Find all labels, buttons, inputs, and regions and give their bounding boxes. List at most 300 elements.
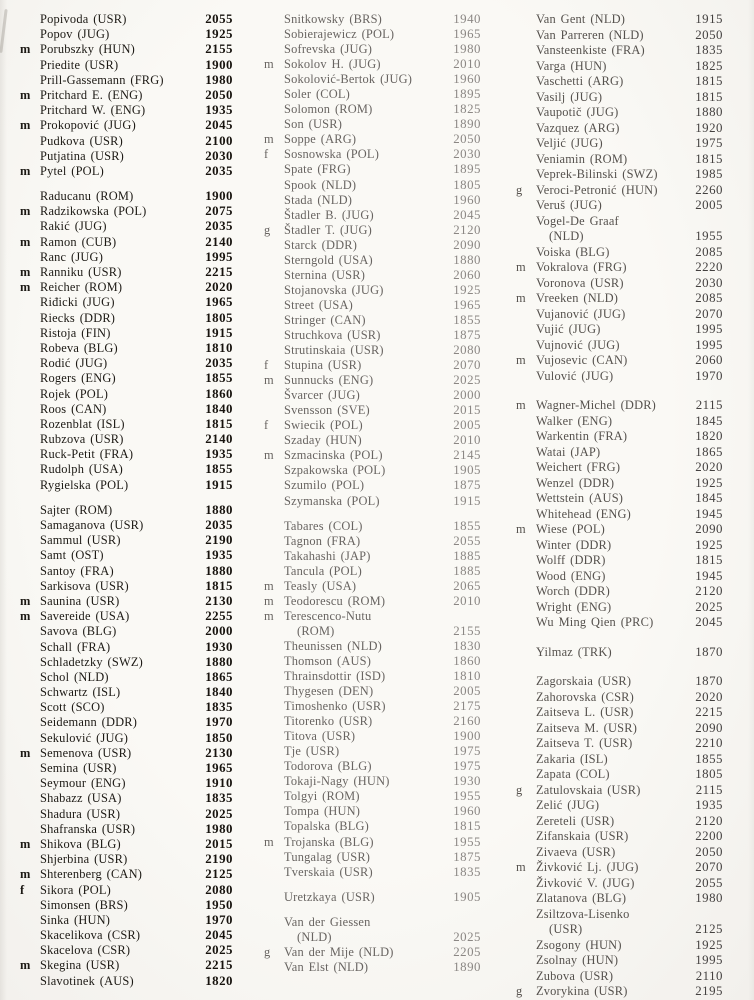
player-rating: 2090	[695, 522, 723, 536]
player-rating: 1880	[205, 654, 233, 669]
list-item	[516, 460, 723, 476]
player-name: Van der Mije (NLD)	[284, 944, 394, 959]
list-item	[264, 147, 481, 162]
player-rating: 1810	[205, 340, 233, 355]
scan-edge-artifact	[0, 9, 8, 53]
title-prefix: m	[20, 593, 31, 608]
player-rating: 2055	[205, 12, 233, 26]
player-rating: 1925	[205, 27, 233, 42]
player-name: Zifanskaia (USR)	[536, 829, 629, 843]
player-name: Rogers (ENG)	[40, 371, 116, 386]
player-rating: 2120	[695, 813, 723, 828]
title-prefix: m	[264, 608, 274, 623]
list-item	[516, 860, 723, 876]
player-name: Santoy (FRA)	[40, 563, 114, 578]
list-item	[264, 208, 481, 223]
player-name: Samaganova (USR)	[40, 518, 144, 532]
player-rating: 1810	[453, 669, 481, 684]
player-name: Shjerbina (USR)	[40, 852, 128, 867]
player-rating: 2190	[205, 533, 233, 548]
list-item	[264, 433, 481, 448]
entry-second-line	[284, 930, 481, 945]
player-rating: 1935	[205, 103, 233, 118]
player-name: Prokopović (JUG)	[40, 118, 136, 133]
player-name: Shafranska (USR)	[40, 821, 136, 836]
list-item	[264, 960, 481, 975]
list-item	[20, 103, 233, 118]
player-rating: 2035	[205, 219, 233, 234]
list-item	[516, 615, 723, 631]
player-rating: 1900	[205, 189, 233, 204]
player-name: Tokaji-Nagy (HUN)	[284, 774, 390, 789]
rating-list-column-1	[20, 12, 233, 989]
player-name: Sinka (HUN)	[40, 912, 111, 927]
player-name: Schladetzky (SWZ)	[40, 654, 143, 669]
list-item	[264, 729, 481, 744]
player-name: Van Gent (NLD)	[536, 12, 626, 26]
player-name: Shadura (USR)	[40, 806, 121, 821]
player-name: Pytel (POL)	[40, 163, 104, 178]
title-prefix: g	[264, 222, 271, 237]
player-rating: 1885	[453, 548, 481, 563]
player-name: Titorenko (USR)	[284, 714, 373, 729]
list-item	[264, 835, 481, 850]
player-name: Veruš (JUG)	[536, 198, 602, 212]
player-rating: 1855	[695, 751, 723, 766]
player-rating: 2075	[205, 204, 233, 219]
player-name: Rakić (JUG)	[40, 219, 107, 234]
player-name: Porubszky (HUN)	[40, 42, 136, 57]
player-name: Rygielska (POL)	[40, 477, 129, 492]
player-name: Van Parreren (NLD)	[536, 27, 644, 42]
list-item	[20, 250, 233, 265]
entry-lines	[284, 609, 481, 639]
player-rating: 1845	[695, 491, 723, 505]
list-item	[264, 373, 481, 388]
player-name: Sobierajewicz (POL)	[284, 27, 395, 42]
player-rating: 1930	[453, 774, 481, 789]
title-prefix: f	[20, 882, 25, 897]
title-prefix: m	[20, 745, 31, 760]
list-item	[20, 883, 233, 898]
player-name: Štadler T. (JUG)	[284, 222, 372, 237]
title-prefix: m	[20, 87, 31, 102]
list-item	[264, 744, 481, 759]
player-rating: 2155	[453, 623, 481, 638]
list-item	[516, 121, 723, 137]
player-rating: 2215	[205, 265, 233, 279]
player-name: Zakaria (ISL)	[536, 751, 608, 766]
list-item	[20, 164, 233, 179]
list-item	[264, 328, 481, 343]
player-rating: 2155	[205, 42, 233, 57]
player-name: Prill-Gassemann (FRG)	[40, 72, 164, 87]
player-rating: 1880	[205, 502, 233, 517]
player-name: Watai (JAP)	[536, 444, 601, 459]
list-item	[516, 105, 723, 121]
player-name: Varga (HUN)	[536, 58, 607, 73]
list-item	[264, 298, 481, 313]
player-name: Vazquez (ARG)	[536, 120, 620, 135]
list-item	[20, 791, 233, 806]
player-name: Zaitseva M. (USR)	[536, 720, 638, 735]
player-rating: 1935	[205, 447, 233, 462]
player-rating: 2080	[205, 882, 233, 897]
player-rating: 2020	[205, 280, 233, 295]
list-item	[20, 807, 233, 822]
player-name: Pritchard E. (ENG)	[40, 87, 143, 102]
title-prefix: m	[264, 834, 274, 849]
list-item	[516, 690, 723, 706]
player-name: Topalska (BLG)	[284, 819, 369, 834]
title-prefix: m	[20, 234, 31, 249]
player-name: Savova (BLG)	[40, 624, 117, 639]
player-rating: 2205	[453, 944, 481, 959]
list-item	[516, 245, 723, 261]
list-item	[516, 969, 723, 985]
player-name: Priedite (USR)	[40, 57, 119, 72]
list-item	[516, 491, 723, 507]
player-rating: 1860	[453, 653, 481, 668]
player-name: Ruck-Petit (FRA)	[40, 447, 134, 462]
player-name: Skacelikova (CSR)	[40, 928, 141, 943]
player-rating: 1870	[695, 644, 723, 659]
list-item	[264, 579, 481, 594]
player-name: Wood (ENG)	[536, 568, 606, 583]
player-rating: 2050	[695, 27, 723, 42]
list-item	[516, 600, 723, 616]
player-rating: 2215	[205, 958, 233, 973]
list-item	[20, 518, 233, 533]
player-name: Živković V. (JUG)	[536, 875, 635, 890]
player-rating: 1975	[453, 744, 481, 759]
player-name: Wiese (POL)	[536, 522, 605, 536]
player-country: (NLD)	[549, 229, 584, 243]
player-rating: 1895	[453, 162, 481, 177]
entry-lines	[284, 915, 481, 945]
list-item	[264, 519, 481, 534]
list-item	[516, 167, 723, 183]
player-rating: 2190	[205, 852, 233, 867]
player-rating: 1995	[205, 249, 233, 264]
player-rating: 2055	[695, 875, 723, 890]
player-rating: 2060	[695, 353, 723, 367]
title-prefix: f	[264, 418, 269, 433]
list-item	[516, 705, 723, 721]
player-rating: 1865	[695, 444, 723, 459]
player-rating: 2130	[205, 593, 233, 608]
player-name: Schwartz (ISL)	[40, 685, 121, 700]
player-rating: 1890	[453, 959, 481, 974]
list-item	[516, 907, 723, 938]
player-name: Rojek (POL)	[40, 386, 109, 401]
list-item	[264, 609, 481, 639]
player-rating: 1975	[453, 759, 481, 774]
player-name: Veroci-Petronić (HUN)	[536, 182, 658, 197]
list-item	[20, 609, 233, 624]
player-rating: 2035	[205, 356, 233, 371]
title-prefix: m	[264, 373, 274, 388]
list-item	[264, 669, 481, 684]
player-name: Tje (USR)	[284, 744, 340, 759]
player-name: Wu Ming Qien (PRC)	[536, 615, 654, 629]
player-rating: 2000	[453, 388, 481, 403]
list-item	[516, 291, 723, 307]
player-name: Takahashi (JAP)	[284, 548, 371, 563]
list-item	[20, 235, 233, 250]
player-rating: 2000	[205, 624, 233, 639]
list-item	[264, 759, 481, 774]
player-name: Todorova (BLG)	[284, 759, 372, 774]
player-rating: 1820	[695, 429, 723, 443]
player-rating: 1930	[205, 639, 233, 654]
player-name: Soler (COL)	[284, 87, 350, 102]
list-item	[516, 522, 723, 538]
player-rating: 2035	[205, 518, 233, 532]
player-rating: 1875	[453, 478, 481, 493]
title-prefix: m	[516, 522, 526, 536]
list-item	[20, 311, 233, 326]
player-rating: 2025	[453, 373, 481, 388]
player-rating: 2115	[695, 782, 723, 797]
player-name: Terescenco-Nutu	[284, 608, 372, 623]
list-item	[516, 584, 723, 600]
player-rating: 2120	[453, 222, 481, 237]
list-item	[20, 462, 233, 477]
list-item	[20, 943, 233, 958]
player-name: Zsolnay (HUN)	[536, 953, 619, 967]
list-item	[264, 72, 481, 87]
player-rating: 2020	[695, 460, 723, 474]
list-item	[516, 90, 723, 106]
section-gap	[264, 880, 481, 890]
player-name: Warkentin (FRA)	[536, 429, 628, 443]
list-item	[516, 74, 723, 90]
list-item	[264, 774, 481, 789]
player-rating: 1875	[453, 849, 481, 864]
player-name: Wettstein (AUS)	[536, 491, 624, 505]
list-item	[264, 193, 481, 208]
player-name: Sajter (ROM)	[40, 502, 113, 517]
player-name: Winter (DDR)	[536, 537, 612, 552]
list-item	[20, 640, 233, 655]
list-item	[20, 295, 233, 310]
list-item	[20, 898, 233, 913]
player-rating: 2070	[695, 860, 723, 874]
title-prefix: m	[20, 609, 31, 624]
list-item	[20, 27, 233, 42]
list-item	[264, 313, 481, 328]
list-item	[264, 223, 481, 238]
list-item	[20, 280, 233, 295]
list-item	[264, 238, 481, 253]
title-prefix: m	[20, 42, 31, 57]
list-item	[516, 260, 723, 276]
list-item	[20, 326, 233, 341]
player-rating: 2140	[205, 432, 233, 447]
entry-second-line	[284, 624, 481, 639]
player-rating: 1895	[453, 87, 481, 102]
player-name: Wright (ENG)	[536, 599, 612, 614]
player-name: Szumilo (POL)	[284, 478, 365, 493]
player-name: Vogel-De Graaf	[536, 213, 619, 228]
player-rating: 1920	[695, 120, 723, 135]
title-prefix: m	[20, 280, 31, 295]
player-rating: 1960	[453, 72, 481, 87]
player-name: Sosnowska (POL)	[284, 147, 380, 162]
player-name: Whitehead (ENG)	[536, 506, 631, 521]
player-name: Riecks (DDR)	[40, 310, 116, 325]
section-gap	[516, 660, 723, 674]
list-item	[516, 721, 723, 737]
list-item	[264, 178, 481, 193]
player-name: Rubzova (USR)	[40, 432, 124, 447]
list-item	[516, 938, 723, 954]
player-name: Shabazz (USA)	[40, 791, 122, 806]
player-rating: 2210	[695, 736, 723, 750]
player-name: Sofrevska (JUG)	[284, 42, 373, 57]
list-item	[264, 388, 481, 403]
player-rating: 1995	[695, 337, 723, 352]
list-item	[264, 117, 481, 132]
player-rating: 1875	[453, 327, 481, 342]
player-name: Vaupotič (JUG)	[536, 105, 619, 119]
player-name: Stada (NLD)	[284, 192, 353, 207]
list-item	[20, 387, 233, 402]
player-rating: 1860	[205, 386, 233, 401]
section-gap	[264, 905, 481, 915]
player-name: Yilmaz (TRK)	[536, 644, 612, 659]
player-rating: 1965	[205, 761, 233, 775]
list-item	[20, 624, 233, 639]
player-rating: 1975	[695, 136, 723, 150]
player-rating: 2130	[205, 745, 233, 760]
list-item	[264, 403, 481, 418]
player-rating: 1880	[453, 252, 481, 267]
list-item	[264, 850, 481, 865]
list-item	[264, 418, 481, 433]
list-item	[20, 149, 233, 164]
player-rating: 2065	[453, 578, 481, 593]
player-rating: 2220	[695, 260, 723, 274]
rating-list-column-2	[264, 12, 481, 975]
player-rating: 2030	[695, 275, 723, 290]
player-name: Riđicki (JUG)	[40, 295, 115, 310]
list-item	[516, 845, 723, 861]
player-rating: 1805	[453, 177, 481, 192]
list-item	[20, 594, 233, 609]
player-rating: 2125	[205, 867, 233, 882]
player-rating: 1830	[453, 638, 481, 653]
player-name: Savereide (USA)	[40, 609, 130, 624]
list-item	[516, 307, 723, 323]
list-item	[20, 746, 233, 761]
player-rating: 2120	[695, 584, 723, 598]
list-item	[516, 984, 723, 1000]
player-rating: 1970	[205, 912, 233, 927]
list-item	[20, 189, 233, 204]
list-item	[264, 639, 481, 654]
list-item	[516, 783, 723, 799]
list-item	[20, 503, 233, 518]
player-rating: 2175	[453, 699, 481, 714]
player-name: Radzikowska (POL)	[40, 204, 147, 219]
player-rating: 2005	[453, 684, 481, 699]
player-name: Worch (DDR)	[536, 584, 610, 598]
player-name: Timoshenko (USR)	[284, 699, 386, 714]
player-name: Starck (DDR)	[284, 237, 358, 252]
title-prefix: g	[516, 984, 523, 998]
player-rating: 1945	[695, 568, 723, 583]
entry-lines	[536, 214, 723, 245]
list-item	[20, 852, 233, 867]
player-name: Vreeken (NLD)	[536, 291, 619, 305]
player-name: Strutinskaia (USR)	[284, 343, 384, 358]
player-rating: 1980	[453, 42, 481, 57]
player-name: Teasly (USA)	[284, 578, 357, 593]
player-rating: 1815	[205, 578, 233, 593]
player-name: Veprek-Bilinski (SWZ)	[536, 167, 658, 181]
player-country: (USR)	[549, 922, 583, 936]
player-name: Sokolović-Bertok (JUG)	[284, 72, 413, 87]
title-prefix: m	[264, 448, 274, 463]
player-name: Štadler B. (JUG)	[284, 207, 374, 222]
list-item	[516, 814, 723, 830]
player-name: Zahorovska (CSR)	[536, 689, 634, 704]
list-item	[20, 715, 233, 730]
section-gap	[20, 179, 233, 189]
list-item	[264, 283, 481, 298]
player-name: Stringer (CAN)	[284, 312, 366, 327]
player-name: Zagorskaia (USR)	[536, 674, 632, 688]
player-name: Sikora (POL)	[40, 882, 112, 897]
player-rating: 1925	[695, 475, 723, 490]
player-name: Vujić (JUG)	[536, 322, 601, 336]
player-rating: 1820	[205, 973, 233, 988]
player-rating: 2140	[205, 234, 233, 249]
player-rating: 1835	[453, 864, 481, 879]
player-name: Ramon (CUB)	[40, 234, 117, 249]
list-item	[264, 945, 481, 960]
player-rating: 2030	[205, 148, 233, 163]
player-rating: 2085	[695, 291, 723, 305]
title-prefix: m	[516, 291, 526, 305]
player-rating: 2070	[453, 358, 481, 373]
player-name: Vujosevic (CAN)	[536, 353, 628, 367]
list-item	[264, 42, 481, 57]
list-item	[516, 276, 723, 292]
player-rating: 1955	[453, 834, 481, 849]
player-name: Seymour (ENG)	[40, 776, 126, 791]
list-item	[20, 58, 233, 73]
title-prefix: g	[516, 782, 523, 797]
section-gap	[516, 384, 723, 398]
player-rating: 2055	[453, 533, 481, 548]
list-item	[20, 579, 233, 594]
title-prefix: m	[20, 958, 31, 973]
player-rating: 1915	[453, 493, 481, 508]
player-name: Sarkisova (USR)	[40, 578, 129, 593]
player-name: Walker (ENG)	[536, 413, 613, 428]
player-name: Swiecik (POL)	[284, 418, 363, 433]
player-name: Popivoda (USR)	[40, 12, 127, 26]
player-name: Popov (JUG)	[40, 27, 110, 42]
title-prefix: g	[516, 182, 523, 197]
list-item	[20, 219, 233, 234]
player-rating: 1940	[453, 12, 481, 26]
player-rating: 1980	[205, 821, 233, 836]
list-item	[516, 798, 723, 814]
